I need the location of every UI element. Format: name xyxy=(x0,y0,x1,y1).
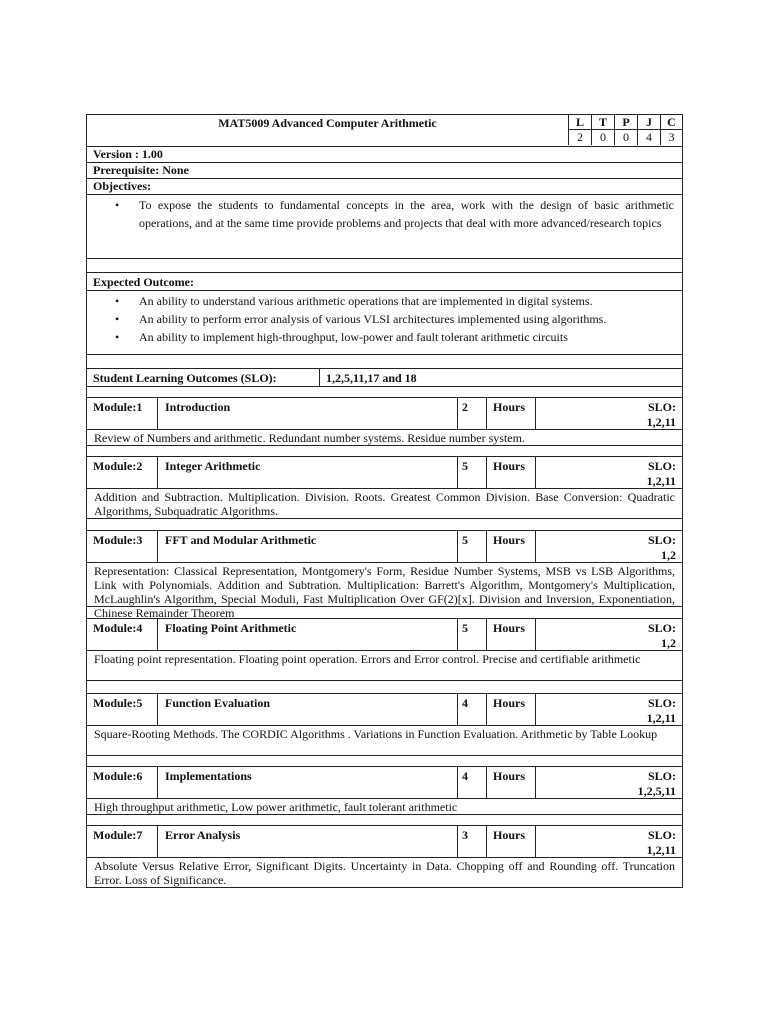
bullet-icon: • xyxy=(115,312,120,326)
module-description: Square-Rooting Methods. The CORDIC Algorithms . Variations in Function Evaluation. Arithmetic by Table Lookup xyxy=(86,726,683,756)
module-name: FFT and Modular Arithmetic xyxy=(157,531,457,562)
spacer-row xyxy=(86,259,683,273)
module-slo-label: SLO: xyxy=(647,769,676,783)
module-description: Review of Numbers and arithmetic. Redundant number systems. Residue number system. xyxy=(86,430,683,446)
bullet-icon: • xyxy=(115,198,120,212)
module-slo xyxy=(535,619,682,650)
module-slo-value: 1,2,11 xyxy=(646,474,676,488)
module-hours-label: Hours xyxy=(486,826,535,857)
outcome-item: • An ability to understand various arithmetic operations that are implemented in digital systems. xyxy=(115,294,593,308)
module-hours-count: 4 xyxy=(457,767,486,798)
module-header-row xyxy=(86,531,683,563)
outcome-heading: Expected Outcome: xyxy=(86,273,683,291)
module-description: Absolute Versus Relative Error, Significant Digits. Uncertainty in Data. Chopping off and Rounding off. Truncation Error. Loss of Significance. xyxy=(86,858,683,888)
module-name: Implementations xyxy=(157,767,457,798)
title-row xyxy=(86,114,683,147)
credit-value-t: 0 xyxy=(591,130,614,145)
module-hours-count: 4 xyxy=(457,694,486,725)
credit-value-l: 2 xyxy=(568,130,591,145)
spacer-row xyxy=(86,681,683,694)
outcome-item: • An ability to perform error analysis of various VLSI architectures implemented using algorithms. xyxy=(115,312,607,326)
module-slo-value: 1,2,5,11 xyxy=(637,784,676,798)
credit-grid xyxy=(568,115,682,146)
module-hours-count: 3 xyxy=(457,826,486,857)
module-header-row xyxy=(86,619,683,651)
module-id: Module:4 xyxy=(93,621,143,635)
module-id: Module:7 xyxy=(93,828,143,842)
syllabus-table xyxy=(86,114,683,888)
outcome-item: • An ability to implement high-throughput, low-power and fault tolerant arithmetic circuits xyxy=(115,330,568,344)
objectives-list xyxy=(87,196,682,232)
slo-label: Student Learning Outcomes (SLO): xyxy=(93,371,277,385)
module-hours-count: 2 xyxy=(457,398,486,429)
credit-label-l: L xyxy=(568,115,591,130)
module-description: High throughput arithmetic, Low power arithmetic, fault tolerant arithmetic xyxy=(86,799,683,815)
module-description: Floating point representation. Floating point operation. Errors and Error control. Precise and certifiable arithmetic xyxy=(86,651,683,681)
module-hours-label: Hours xyxy=(486,531,535,562)
module-description: Representation: Classical Representation, Montgomery's Form, Residue Number Systems, MSB vs LSB Algorithms, Link with Polynomials. Addition and Subtration. Multiplication: Barrett's Algorithm, Montgomery's Multiplication, McLaughlin's Algorithm, Special Moduli, Fast Multiplication Over GF(2)[x]. Division and Inversion, Exponentiation, Chinese Remainder Theorem xyxy=(86,563,683,607)
module-name: Error Analysis xyxy=(157,826,457,857)
module-slo-label: SLO: xyxy=(647,533,676,547)
spacer-row xyxy=(86,756,683,767)
bullet-icon: • xyxy=(115,330,120,344)
module-slo-value: 1,2 xyxy=(661,548,676,562)
module-hours-count: 5 xyxy=(457,619,486,650)
module-name: Introduction xyxy=(157,398,457,429)
credit-value-c: 3 xyxy=(660,130,682,145)
module-slo-label: SLO: xyxy=(647,621,676,635)
credit-label-c: C xyxy=(660,115,682,130)
module-name: Integer Arithmetic xyxy=(157,457,457,488)
module-slo xyxy=(535,826,682,857)
module-name: Function Evaluation xyxy=(157,694,457,725)
module-id: Module:1 xyxy=(93,400,143,414)
module-header-row xyxy=(86,767,683,799)
course-title: MAT5009 Advanced Computer Arithmetic xyxy=(218,116,437,130)
credit-value-j: 4 xyxy=(637,130,660,145)
version: Version : 1.00 xyxy=(86,147,683,163)
module-slo-label: SLO: xyxy=(647,400,676,414)
module-hours-label: Hours xyxy=(486,398,535,429)
module-id: Module:6 xyxy=(93,769,143,783)
spacer-row xyxy=(86,446,683,457)
module-description: Addition and Subtraction. Multiplication. Division. Roots. Greatest Common Division. Base Conversion: Quadratic Algorithms, Subquadratic Algorithms. xyxy=(86,489,683,519)
spacer-row xyxy=(86,607,683,619)
objective-item: • To expose the students to fundamental concepts in the area, work with the design of basic arithmetic operations, and at the same time provide problems and projects that deal with more advanced/research topics xyxy=(115,198,674,230)
module-slo-value: 1,2,11 xyxy=(646,415,676,429)
module-slo xyxy=(535,694,682,725)
modules xyxy=(86,398,683,888)
spacer-row xyxy=(86,387,683,398)
prerequisite: Prerequisite: None xyxy=(86,163,683,179)
bullet-icon: • xyxy=(115,294,120,308)
credit-label-p: P xyxy=(614,115,637,130)
module-hours-label: Hours xyxy=(486,457,535,488)
module-header-row xyxy=(86,694,683,726)
slo-value: 1,2,5,11,17 and 18 xyxy=(319,369,682,386)
module-slo-value: 1,2,11 xyxy=(646,843,676,857)
credit-label-j: J xyxy=(637,115,660,130)
spacer-row xyxy=(86,355,683,369)
module-hours-label: Hours xyxy=(486,694,535,725)
module-slo-label: SLO: xyxy=(647,828,676,842)
module-hours-count: 5 xyxy=(457,531,486,562)
module-slo xyxy=(535,457,682,488)
module-id: Module:3 xyxy=(93,533,143,547)
spacer-row xyxy=(86,815,683,826)
module-slo-label: SLO: xyxy=(647,459,676,473)
module-slo-value: 1,2 xyxy=(661,636,676,650)
credit-label-t: T xyxy=(591,115,614,130)
outcomes-list xyxy=(87,292,682,346)
slo-row xyxy=(86,369,683,387)
module-id: Module:5 xyxy=(93,696,143,710)
objectives-list-row xyxy=(86,195,683,259)
module-slo xyxy=(535,531,682,562)
module-slo-value: 1,2,11 xyxy=(646,711,676,725)
module-name: Floating Point Arithmetic xyxy=(157,619,457,650)
module-hours-label: Hours xyxy=(486,767,535,798)
credit-value-p: 0 xyxy=(614,130,637,145)
module-slo-label: SLO: xyxy=(647,696,676,710)
module-hours-count: 5 xyxy=(457,457,486,488)
module-slo xyxy=(535,398,682,429)
module-id: Module:2 xyxy=(93,459,143,473)
spacer-row xyxy=(86,519,683,531)
module-header-row xyxy=(86,398,683,430)
module-hours-label: Hours xyxy=(486,619,535,650)
module-slo xyxy=(535,767,682,798)
module-header-row xyxy=(86,826,683,858)
objectives-heading: Objectives: xyxy=(86,179,683,195)
module-header-row xyxy=(86,457,683,489)
outcomes-list-row xyxy=(86,291,683,355)
